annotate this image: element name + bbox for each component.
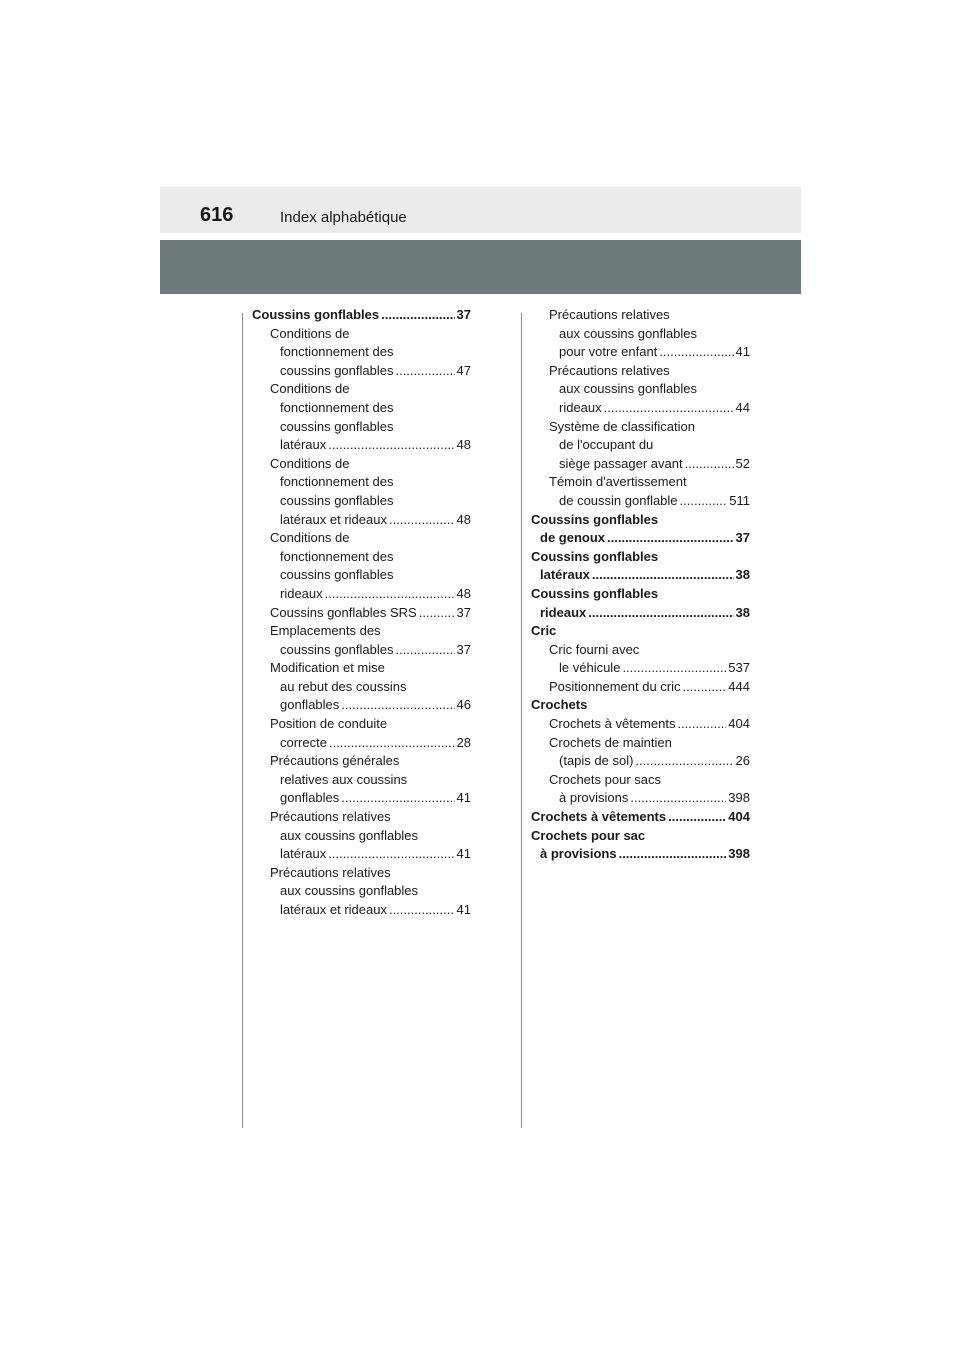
dot-leader [381,306,454,325]
dot-leader [607,529,734,548]
entry-text: fonctionnement des [280,548,394,564]
index-entry-continued [252,715,471,734]
index-entry-continued [252,566,471,585]
entry-text: latéraux et rideaux [280,511,387,527]
index-entry-continued [252,752,471,771]
page-reference: 47 [456,362,471,378]
index-entry-continued [531,380,750,399]
index-entry-continued [252,678,471,697]
entry-text: de l'occupant du [559,437,654,453]
index-entry-continued [252,771,471,790]
entry-text: de coussin gonflable [559,492,678,508]
entry-text: coussins gonflables [280,641,394,657]
entry-text: Conditions de [270,530,350,546]
entry-text: Coussins gonflables SRS [270,604,417,620]
index-entry [252,436,471,455]
entry-text: Conditions de [270,381,350,397]
index-entry-continued [531,473,750,492]
page-reference: 404 [728,716,750,732]
dot-leader [619,845,727,864]
entry-text: Positionnement du cric [549,678,681,694]
dot-leader [341,789,454,808]
dot-leader [683,678,727,697]
index-entry-continued [531,362,750,381]
dot-leader [588,604,733,623]
index-entry [531,659,750,678]
entry-text: Coussins gonflables [531,585,659,601]
index-entry-continued [252,622,471,641]
page-reference: 26 [735,753,750,769]
entry-text: le véhicule [559,660,621,676]
index-entry-continued [531,436,750,455]
page-number: 616 [200,204,234,226]
index-entry [531,715,750,734]
entry-text: (tapis de sol) [559,753,634,769]
entry-text: fonctionnement des [280,344,394,360]
index-entry-continued [252,659,471,678]
index-entry-continued [252,455,471,474]
index-entry-continued [252,343,471,362]
index-entry-continued [531,771,750,790]
entry-text: aux coussins gonflables [280,883,419,899]
index-entry-continued [531,418,750,437]
index-entry-continued [252,418,471,437]
index-entry [531,678,750,697]
index-entry [252,585,471,604]
index-entry [252,306,471,325]
entry-text: Crochets pour sac [531,827,646,843]
entry-text: Précautions relatives [270,864,391,880]
index-entry-continued [252,864,471,883]
page-reference: 444 [728,678,750,694]
dot-leader [630,789,726,808]
dot-leader [685,455,734,474]
index-entry [252,641,471,660]
index-entry-continued [531,585,750,604]
page-reference: 511 [729,492,750,508]
entry-text: Système de classification [549,418,695,434]
dot-leader [389,901,455,920]
page-reference: 37 [456,641,471,657]
entry-text: fonctionnement des [280,399,394,415]
index-entry [531,789,750,808]
index-entry-continued [531,306,750,325]
page-reference: 38 [735,604,750,620]
dot-leader [419,604,455,623]
page-reference: 41 [456,846,471,862]
entry-text: Cric fourni avec [549,641,640,657]
index-entry-continued [252,529,471,548]
index-entry-continued [531,734,750,753]
index-entry-continued [531,827,750,846]
index-entry [531,845,750,864]
dot-leader [325,585,455,604]
index-entry-continued [531,622,750,641]
index-column-right [531,306,750,864]
entry-text: gonflables [280,697,340,713]
entry-text: Crochets à vêtements [549,716,676,732]
index-entry-continued [252,492,471,511]
entry-text: rideaux [280,585,323,601]
entry-text: au rebut des coussins [280,678,407,694]
dot-leader [677,715,726,734]
page-reference: 37 [456,307,471,322]
entry-text: siège passager avant [559,455,683,471]
index-entry [252,901,471,920]
index-entry-continued [252,380,471,399]
entry-text: à provisions [559,790,629,806]
entry-text: aux coussins gonflables [280,827,419,843]
index-entry [252,362,471,381]
index-entry [531,529,750,548]
entry-text: Précautions générales [270,753,400,769]
index-entry-continued [531,325,750,344]
index-entry-continued [531,696,750,715]
entry-text: Coussins gonflables [252,307,380,322]
dot-leader [592,566,734,585]
index-entry-continued [531,511,750,530]
entry-text: à provisions [540,846,617,862]
dot-leader [341,696,454,715]
page-reference: 537 [728,660,750,676]
entry-text: Cric [531,623,557,639]
dot-leader [635,752,733,771]
entry-text: pour votre enfant [559,344,658,360]
page-reference: 41 [456,790,471,806]
page-reference: 48 [456,437,471,453]
dot-leader [395,641,454,660]
entry-text: Crochets [531,697,588,713]
index-entry [252,845,471,864]
entry-text: Coussins gonflables [531,548,659,564]
entry-text: Crochets pour sacs [549,771,661,787]
dot-leader [395,362,454,381]
header-band [160,187,801,233]
entry-text: latéraux [280,846,327,862]
column-rule-middle [521,313,522,1128]
index-entry [531,455,750,474]
entry-text: de genoux [540,530,606,546]
entry-text: latéraux [540,567,590,583]
index-entry [531,566,750,585]
page-reference: 48 [456,511,471,527]
entry-text: coussins gonflables [280,492,394,508]
entry-text: Précautions relatives [549,307,670,322]
entry-text: coussins gonflables [280,418,394,434]
entry-text: Précautions relatives [549,362,670,378]
entry-text: Témoin d'avertissement [549,474,687,490]
entry-text: Emplacements des [270,623,381,639]
index-entry [531,752,750,771]
entry-text: latéraux et rideaux [280,902,387,917]
index-entry-continued [531,641,750,660]
index-entry [252,696,471,715]
entry-text: Crochets de maintien [549,734,672,750]
index-entry-continued [252,808,471,827]
dot-leader [659,343,733,362]
page-reference: 44 [735,399,750,415]
entry-text: rideaux [559,399,602,415]
index-entry-continued [252,399,471,418]
dot-leader [328,845,454,864]
entry-text: correcte [280,734,327,750]
page-reference: 28 [456,734,471,750]
entry-text: rideaux [540,604,587,620]
index-entry-continued [252,882,471,901]
page-reference: 398 [728,846,750,862]
page-reference: 46 [456,697,471,713]
index-entry-continued [252,548,471,567]
index-column-left [252,306,471,920]
dot-leader [328,436,454,455]
index-entry [531,604,750,623]
index-entry [531,808,750,827]
page-reference: 37 [735,530,750,546]
index-entry-continued [531,548,750,567]
section-title: Index alphabétique [280,209,407,226]
index-entry [252,604,471,623]
entry-text: aux coussins gonflables [559,325,698,341]
page-reference: 52 [735,455,750,471]
page-reference: 404 [728,809,750,825]
dot-leader [680,492,728,511]
page-reference: 48 [456,585,471,601]
entry-text: Crochets à vêtements [531,809,667,825]
page-reference: 41 [456,902,471,917]
entry-text: Précautions relatives [270,809,391,825]
dot-leader [668,808,726,827]
index-entry-continued [252,473,471,492]
column-rule-left [242,313,243,1128]
entry-text: coussins gonflables [280,567,394,583]
entry-text: Coussins gonflables [531,511,659,527]
page-reference: 37 [456,604,471,620]
index-entry [252,734,471,753]
entry-text: fonctionnement des [280,474,394,490]
entry-text: Conditions de [270,325,350,341]
index-entry [531,343,750,362]
index-entry [531,492,750,511]
index-entry [252,789,471,808]
index-entry-continued [252,325,471,344]
index-entry [252,511,471,530]
index-entry-continued [252,827,471,846]
page-reference: 41 [735,344,750,360]
page-reference: 398 [728,790,750,806]
entry-text: aux coussins gonflables [559,381,698,397]
entry-text: Conditions de [270,455,350,471]
entry-text: coussins gonflables [280,362,394,378]
dot-leader [389,511,455,530]
page-reference: 38 [735,567,750,583]
dot-leader [622,659,726,678]
dot-leader [329,734,455,753]
index-entry [531,399,750,418]
section-band [160,240,801,294]
entry-text: Modification et mise [270,660,385,676]
entry-text: gonflables [280,790,340,806]
dot-leader [604,399,734,418]
entry-text: Position de conduite [270,716,388,732]
entry-text: relatives aux coussins [280,771,408,787]
entry-text: latéraux [280,437,327,453]
